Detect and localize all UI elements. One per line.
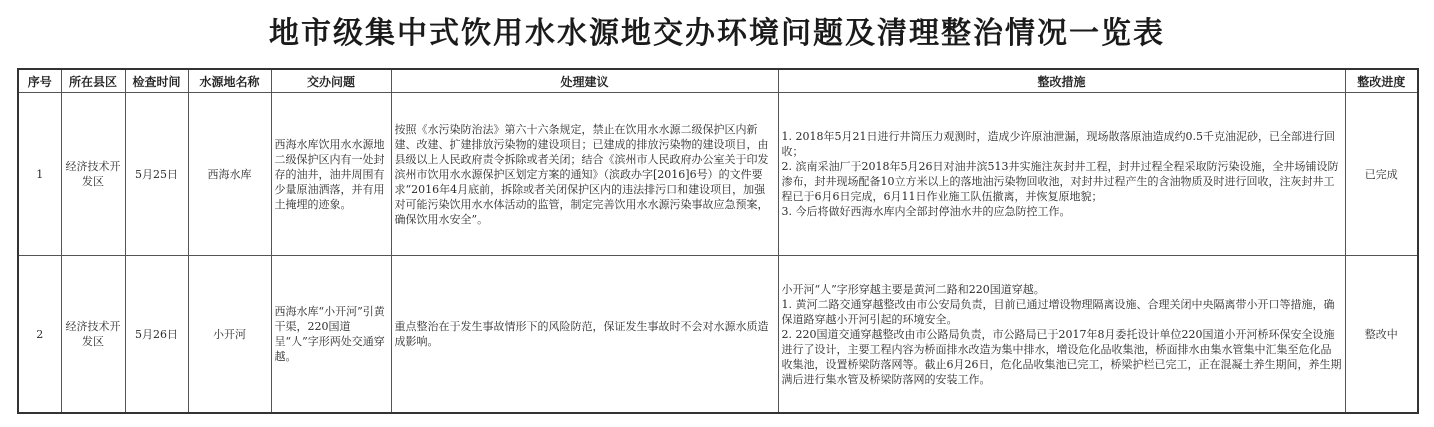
- cell-progress: 整改中: [1345, 256, 1418, 414]
- header-seq: 序号: [18, 69, 61, 93]
- cell-county: 经济技术开发区: [61, 93, 125, 256]
- table-row: [18, 93, 1418, 256]
- cell-date: 5月25日: [125, 93, 188, 256]
- cell-advice: 按照《水污染防治法》第六十六条规定，禁止在饮用水水源二级保护区内新建、改建、扩建排放污染物的建设项目；已建成的排放污染物的建设项目，由县级以上人民政府责令拆除或者关闭；结合《滨州市人民政府办公室关于印发滨州市饮用水水源保护区划定方案的通知》（滨政办字[2016]6号）的文件要求“2016年4月底前，拆除或者关闭保护区内的违法排污口和建设项目，加强对可能污染饮用水水体活动的监管，制定完善饮用水水源污染事故应急预案，确保饮用水安全”。: [391, 93, 778, 256]
- measure-line: 3. 今后将做好西海水库内全部封停油水井的应急防控工作。: [781, 205, 1071, 218]
- header-advice: 处理建议: [391, 69, 778, 93]
- header-date: 检查时间: [125, 69, 188, 93]
- measure-line: 2. 滨南采油厂于2018年5月26日对油井滨513井实施注灰封井工程，封井过程全程采取防污染设施，全井场铺设防渗布，封井现场配备10立方米以上的落地油污染物回收池，对封井过程产生的含油物质及时进行回收，注灰封井工程已于6月6日完成，6月11日作业施工队伍撤离，并恢复原地貌；: [781, 160, 1339, 203]
- cell-seq: 1: [18, 93, 61, 256]
- cell-issue: 西海水库“小开河”引黄干渠，220国道呈“人”字形两处交通穿越。: [271, 256, 391, 414]
- cell-county: 经济技术开发区: [61, 256, 125, 414]
- measure-line: 1. 2018年5月21日进行井筒压力观测时，造成少许原油泄漏，现场散落原油造成约0.5千克油泥砂，已全部进行回收；: [781, 130, 1335, 158]
- cell-issue: 西海水库饮用水水源地二级保护区内有一处封存的油井，油井周围有少量原油洒落，并有用土掩埋的迹象。: [271, 93, 391, 256]
- cell-measures: [778, 93, 1345, 256]
- cell-advice: 重点整治在于发生事故情形下的风险防范，保证发生事故时不会对水源水质造成影响。: [391, 256, 778, 414]
- cell-measures: [778, 256, 1345, 414]
- measure-line: 小开河“人”字形穿越主要是黄河二路和220国道穿越。: [781, 282, 1045, 296]
- cell-progress: 已完成: [1345, 93, 1418, 256]
- cell-source: 小开河: [188, 256, 271, 414]
- cell-date: 5月26日: [125, 256, 188, 414]
- measure-line: 1. 黄河二路交通穿越整改由市公安局负责，目前已通过增设物理隔离设施、合理关闭中央隔离带小开口等措施，确保道路穿越小开河引起的环境安全。: [781, 297, 1335, 326]
- header-progress: 整改进度: [1345, 69, 1418, 93]
- measure-line: 2. 220国道交通穿越整改由市公路局负责，市公路局已于2017年8月委托设计单位220国道小开河桥环保安全设施进行了设计，主要工程内容为桥面排水改造为集中排水，增设危化品收集池，桥面排水由集水管集中汇集至危化品收集池，设置桥梁防落网等。截止6月26日，危化品收集池已完工，桥梁护栏已完工，正在混凝土养生期间，养生期满后进行集水管及桥梁防落网的安装工作。: [781, 327, 1342, 386]
- header-source: 水源地名称: [188, 69, 271, 93]
- table-row: [18, 256, 1418, 414]
- cell-source: 西海水库: [188, 93, 271, 256]
- header-measures: 整改措施: [778, 69, 1345, 93]
- header-county: 所在县区: [61, 69, 125, 93]
- cell-seq: 2: [18, 256, 61, 414]
- header-issue: 交办问题: [271, 69, 391, 93]
- page-title: 地市级集中式饮用水水源地交办环境问题及清理整治情况一览表: [269, 16, 1165, 51]
- rectification-table: [17, 68, 1419, 414]
- table-header-row: [18, 69, 1418, 93]
